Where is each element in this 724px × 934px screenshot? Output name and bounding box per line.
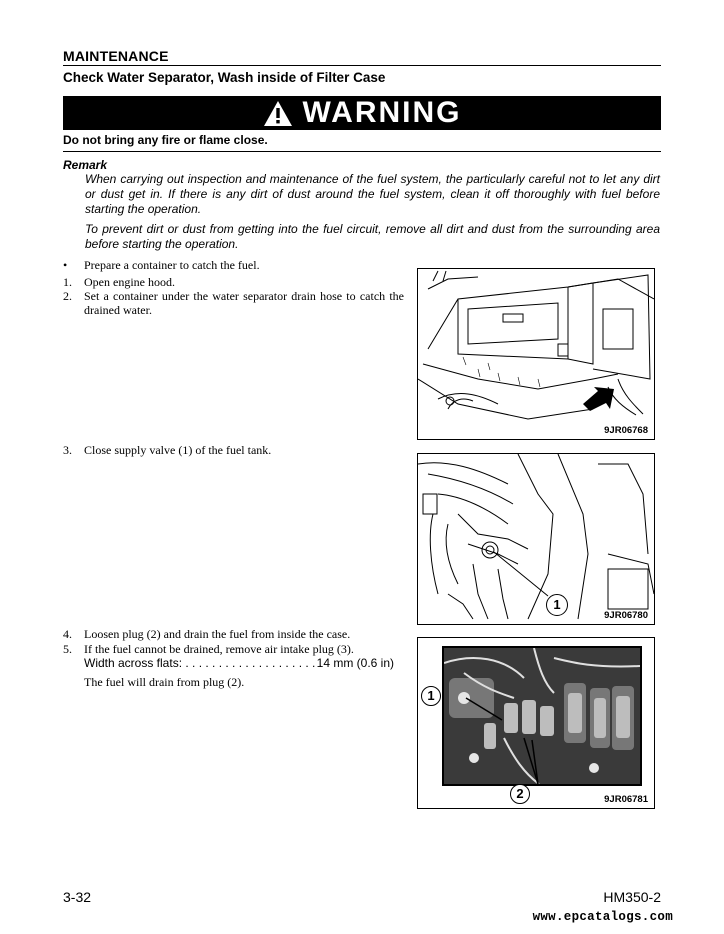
warning-rule: [63, 151, 661, 152]
step-text: Loosen plug (2) and drain the fuel from inside the case.: [84, 627, 351, 641]
filter-housing-illustration: [444, 648, 640, 784]
figure-engine-compartment: [417, 268, 655, 440]
callout-1: 1: [421, 686, 441, 706]
warning-message: Do not bring any fire or flame close.: [63, 133, 268, 147]
step-text: Prepare a container to catch the fuel.: [84, 258, 260, 272]
step-marker: 1.: [63, 275, 72, 289]
engine-illustration: [418, 269, 654, 439]
step-marker: •: [63, 258, 68, 272]
spec-label: Width across flats: . . . . . . . . . . . . . . . . . . . . .: [84, 656, 323, 670]
photo-frame: [442, 646, 642, 786]
step-marker: 5.: [63, 642, 72, 656]
warning-label: WARNING: [302, 96, 462, 129]
heading-rule: [63, 65, 661, 66]
figure-supply-valve: [417, 453, 655, 625]
step-text: Close supply valve (1) of the fuel tank.: [84, 443, 272, 457]
section-heading: MAINTENANCE: [63, 48, 169, 64]
callout-1: 1: [546, 594, 568, 616]
callout-2: 2: [510, 784, 530, 804]
page-number: 3-32: [63, 889, 92, 905]
step-text: If the fuel cannot be drained, remove air intake plug (3).: [84, 642, 354, 656]
step-text: Open engine hood.: [84, 275, 175, 289]
step-marker: 2.: [63, 289, 72, 303]
page-title: Check Water Separator, Wash inside of Filter Case: [63, 70, 386, 85]
spec-value: 14 mm (0.6 in): [316, 656, 394, 670]
figure-code: 9JR06768: [604, 425, 648, 436]
model-name: HM350-2: [603, 889, 661, 905]
figure-code: 9JR06781: [604, 794, 648, 805]
step-note: The fuel will drain from plug (2).: [84, 675, 245, 689]
warning-banner: [63, 96, 661, 130]
step-marker: 3.: [63, 443, 72, 457]
warning-triangle-icon: [263, 100, 293, 127]
spec-line: [84, 656, 404, 670]
fuel-tank-illustration: [418, 454, 654, 624]
remark-paragraph: To prevent dirt or dust from getting into the fuel circuit, remove all dirt and dust from the surrounding area before starting the operation.: [85, 222, 660, 251]
figure-code: 9JR06780: [604, 610, 648, 621]
figure-drain-plug: [417, 637, 655, 809]
step-text: Set a container under the water separator drain hose to catch the drained water.: [84, 289, 404, 317]
remark-paragraph: When carrying out inspection and maintenance of the fuel system, the particularly careful not to let any dirt or dust get in. If there is any dirt of dust around the fuel system, clean it off thoroughly with fuel before starting the operation.: [85, 172, 660, 216]
watermark-link[interactable]: www.epcatalogs.com: [532, 910, 673, 924]
step-marker: 4.: [63, 627, 72, 641]
remark-label: Remark: [63, 158, 108, 172]
